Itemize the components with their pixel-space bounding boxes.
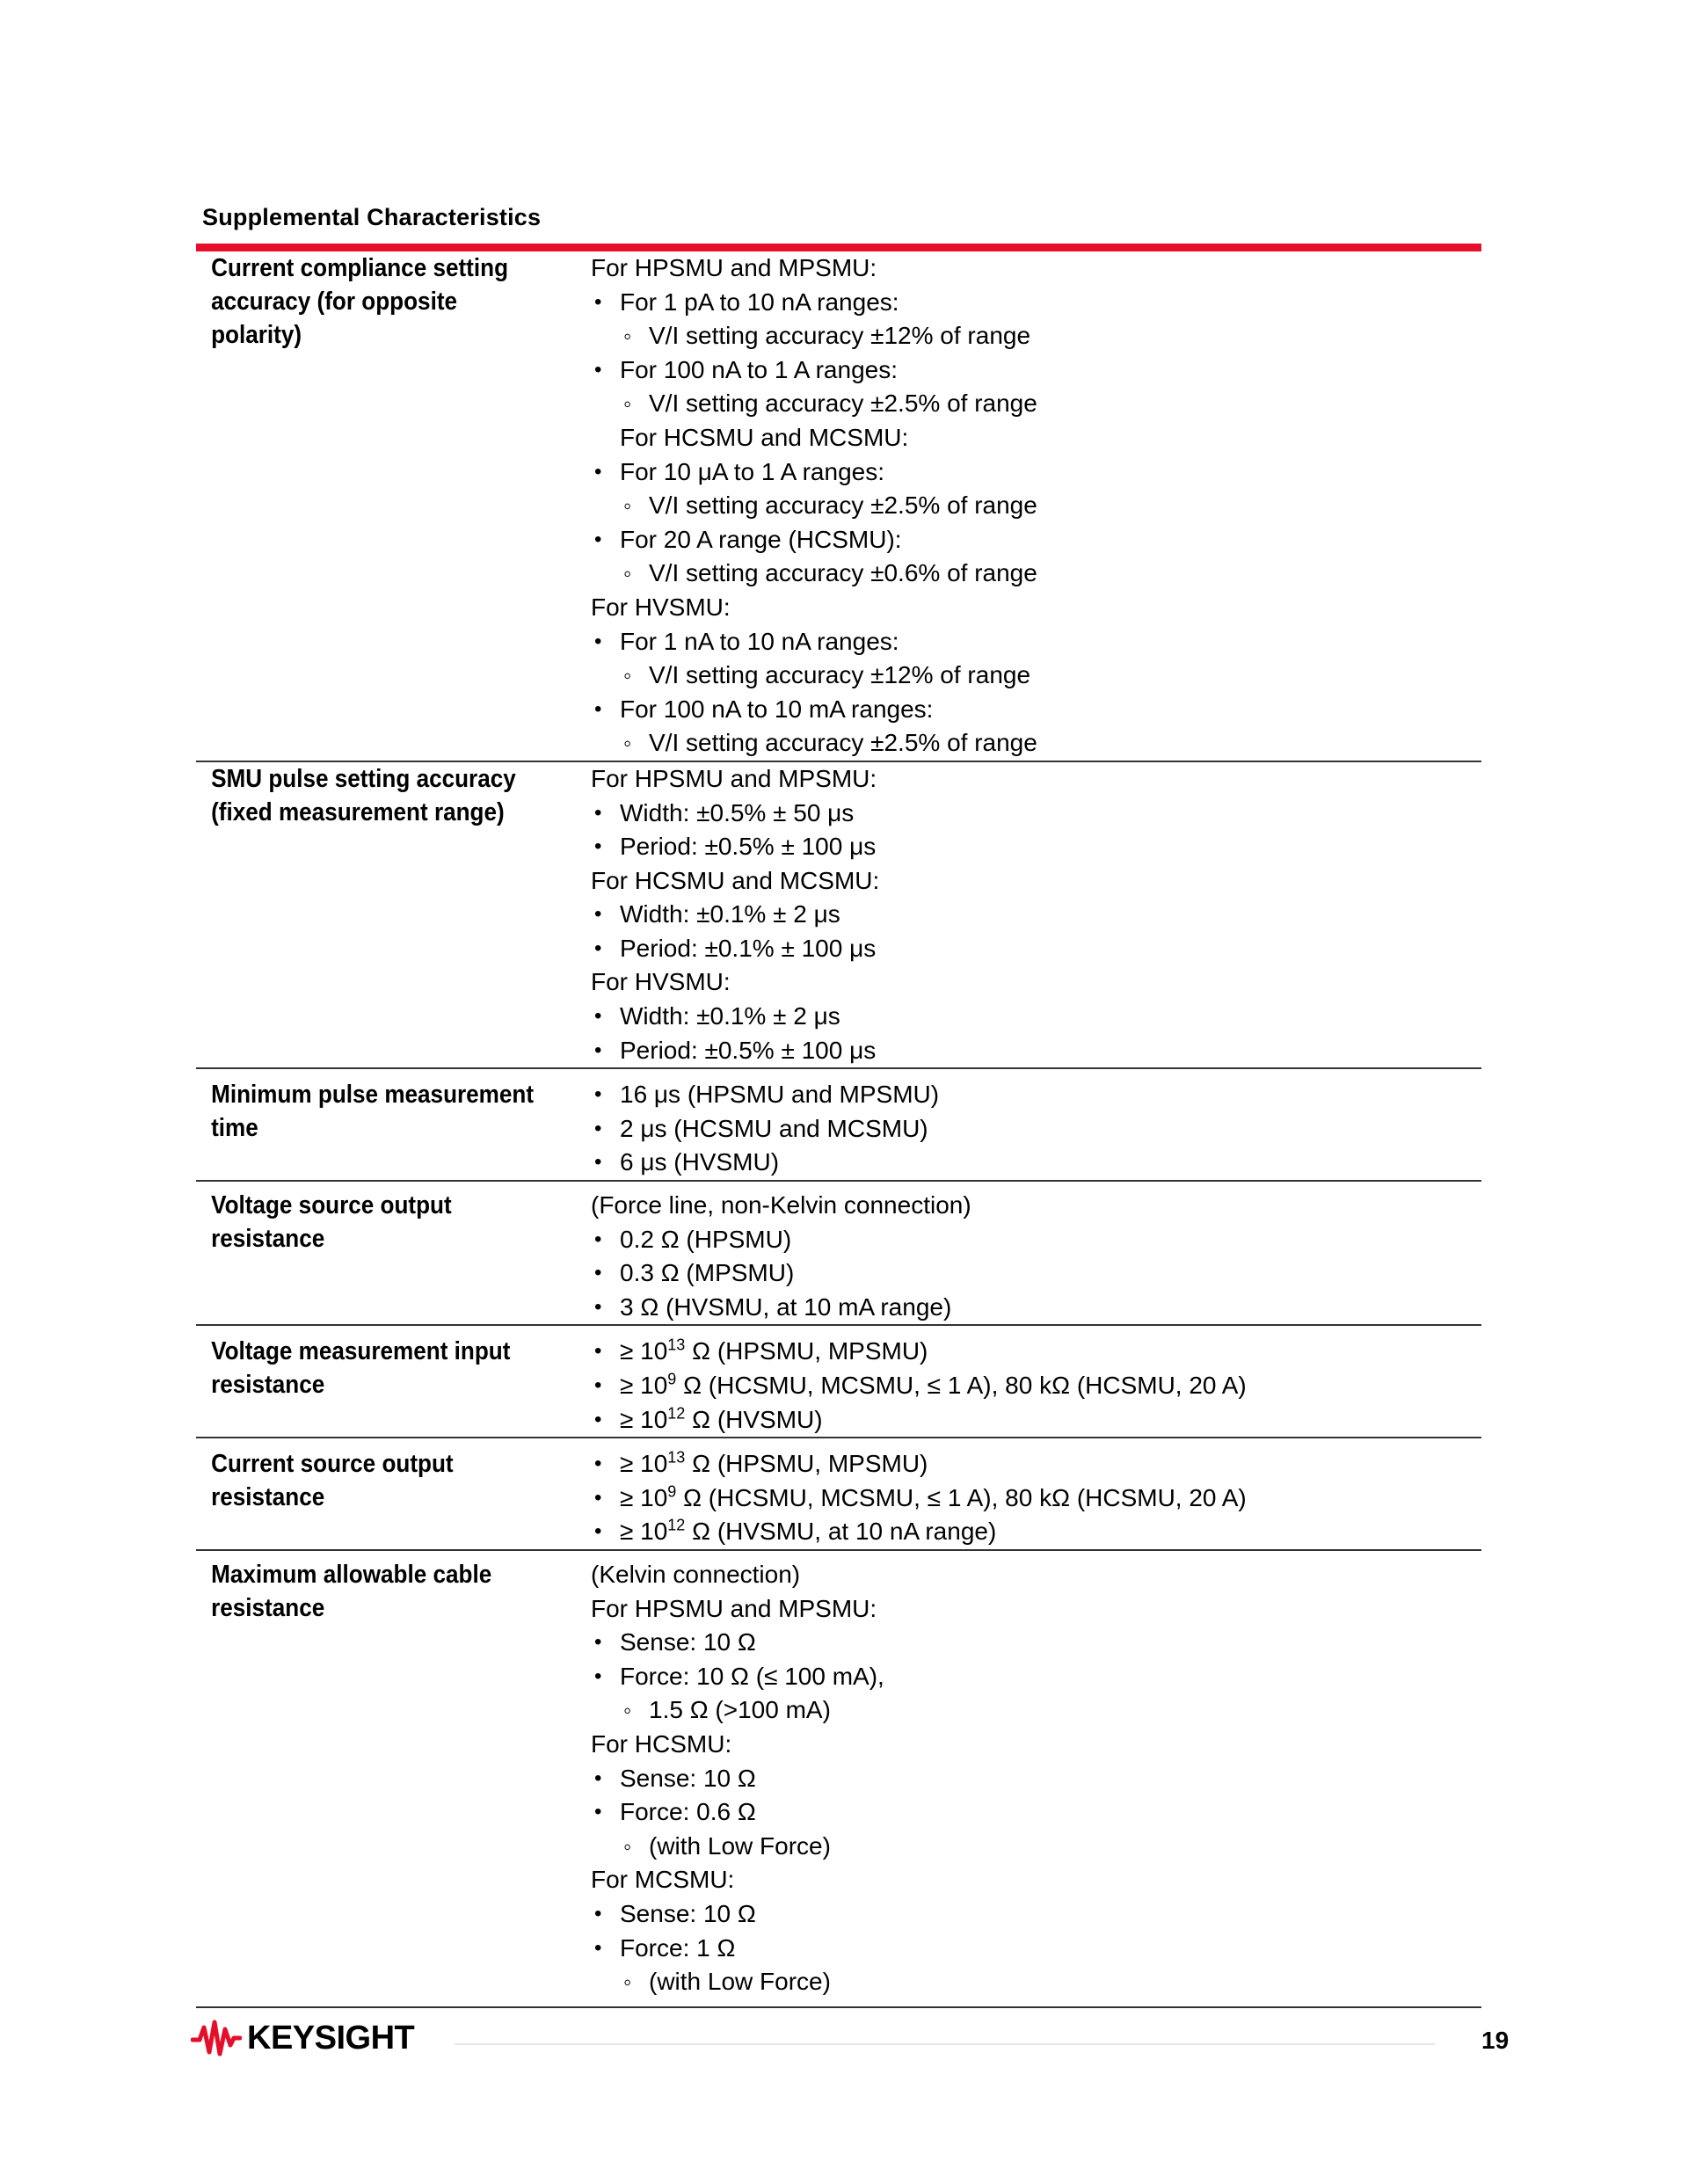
header-rule <box>196 244 1481 251</box>
bullet-item: • 0.2 Ω (HPSMU) <box>591 1223 1481 1257</box>
bullet-item: • Width: ±0.1% ± 2 μs <box>591 1000 1481 1034</box>
value-line: For HVSMU: <box>591 593 731 621</box>
sub-bullet-item: ◦ V/I setting accuracy ±0.6% of range <box>591 557 1481 591</box>
value-text: ≥ 10 <box>620 1450 668 1478</box>
bullet-item <box>591 1403 1481 1438</box>
spec-row <box>196 251 1481 762</box>
value-line: For HCSMU and MCSMU: <box>591 866 880 894</box>
exponent: 12 <box>667 1404 686 1423</box>
bullet-item: • For 10 μA to 1 A ranges: <box>591 455 1481 490</box>
bullet-item: • Period: ±0.1% ± 100 μs <box>591 932 1481 966</box>
bullet-item: • Width: ±0.1% ± 2 μs <box>591 898 1481 932</box>
value-line: For HCSMU: <box>591 1729 732 1758</box>
bullet-item <box>591 1515 1481 1549</box>
sub-bullet-item: ◦ 1.5 Ω (>100 mA) <box>591 1693 1481 1728</box>
value-line: For HCSMU and MCSMU: <box>620 423 909 451</box>
footer-rule <box>455 2043 1435 2045</box>
bullet-item: • For 1 pA to 10 nA ranges: <box>591 286 1481 320</box>
sub-bullet-item: ◦ V/I setting accuracy ±12% of range <box>591 659 1481 693</box>
exponent: 9 <box>667 1482 677 1501</box>
bullet-item: • Sense: 10 Ω <box>591 1762 1481 1796</box>
bullet-item <box>591 1335 1481 1369</box>
sub-bullet-item: ◦ V/I setting accuracy ±2.5% of range <box>591 489 1481 523</box>
spec-row <box>196 1182 1481 1326</box>
bullet-item: • For 100 nA to 10 mA ranges: <box>591 693 1481 727</box>
bullet-item <box>591 1481 1481 1516</box>
value-text: ≥ 10 <box>620 1518 668 1546</box>
section-title: Supplemental Characteristics <box>202 204 542 230</box>
spec-row <box>196 1438 1481 1551</box>
value-line: (Kelvin connection) <box>591 1560 801 1588</box>
sub-bullet-item: ◦ (with Low Force) <box>591 1965 1481 1999</box>
spec-table <box>196 251 1481 2008</box>
bullet-item: • For 20 A range (HCSMU): <box>591 523 1481 557</box>
keysight-wave-icon <box>191 2019 242 2057</box>
spec-label: Current source output resistance <box>211 1450 454 1512</box>
spec-row <box>196 1551 1481 2008</box>
exponent: 12 <box>667 1517 686 1535</box>
value-text: Ω (HVSMU, at 10 nA range) <box>685 1518 997 1546</box>
spec-value <box>585 1189 1481 1324</box>
value-text: Ω (HPSMU, MPSMU) <box>685 1337 928 1365</box>
value-text: Ω (HCSMU, MCSMU, ≤ 1 A), 80 kΩ (HCSMU, 20 A) <box>676 1372 1247 1399</box>
sub-bullet-item: ◦ V/I setting accuracy ±12% of range <box>591 319 1481 353</box>
bullet-item <box>591 1447 1481 1481</box>
brand-name: KEYSIGHT <box>247 2019 415 2057</box>
bullet-item: • 6 μs (HVSMU) <box>591 1146 1481 1180</box>
bullet-item: • 0.3 Ω (MPSMU) <box>591 1256 1481 1291</box>
bullet-item: • Period: ±0.5% ± 100 μs <box>591 830 1481 864</box>
value-line: For HPSMU and MPSMU: <box>591 254 877 281</box>
value-text: ≥ 10 <box>620 1372 668 1399</box>
value-line: For HVSMU: <box>591 968 731 996</box>
sub-bullet-item: ◦ V/I setting accuracy ±2.5% of range <box>591 726 1481 761</box>
spec-label: Minimum pulse measurement time <box>211 1081 535 1143</box>
exponent: 13 <box>667 1336 686 1355</box>
exponent: 9 <box>667 1370 677 1388</box>
keysight-logo <box>191 2019 414 2057</box>
bullet-item: • Sense: 10 Ω <box>591 1626 1481 1660</box>
value-text: ≥ 10 <box>620 1405 668 1433</box>
value-text: Ω (HCSMU, MCSMU, ≤ 1 A), 80 kΩ (HCSMU, 20 A) <box>676 1483 1247 1511</box>
sub-bullet-item: ◦ V/I setting accuracy ±2.5% of range <box>591 387 1481 421</box>
value-line: For MCSMU: <box>591 1866 735 1894</box>
exponent: 13 <box>667 1448 686 1467</box>
bullet-item: • Force: 1 Ω <box>591 1932 1481 1966</box>
bullet-item: • Period: ±0.5% ± 100 μs <box>591 1034 1481 1068</box>
bullet-item: • 2 μs (HCSMU and MCSMU) <box>591 1112 1481 1147</box>
bullet-item: • For 100 nA to 1 A ranges: <box>591 353 1481 388</box>
spec-value <box>585 251 1481 761</box>
bullet-item: • 16 μs (HPSMU and MPSMU) <box>591 1078 1481 1112</box>
bullet-item: • Force: 10 Ω (≤ 100 mA), <box>591 1660 1481 1694</box>
value-text: ≥ 10 <box>620 1483 668 1511</box>
spec-label: Voltage source output resistance <box>211 1191 452 1254</box>
value-line: For HPSMU and MPSMU: <box>591 1594 877 1622</box>
spec-row <box>196 762 1481 1069</box>
bullet-item: • Width: ±0.5% ± 50 μs <box>591 797 1481 831</box>
spec-value <box>585 1447 1481 1549</box>
spec-label: Maximum allowable cable resistance <box>211 1560 492 1622</box>
spec-value <box>585 1558 1481 1999</box>
sub-bullet-item: ◦ (with Low Force) <box>591 1830 1481 1864</box>
page-number: 19 <box>1481 2027 1510 2054</box>
bullet-item: • 3 Ω (HVSMU, at 10 mA range) <box>591 1291 1481 1325</box>
value-text: ≥ 10 <box>620 1337 668 1365</box>
bullet-item: • For 1 nA to 10 nA ranges: <box>591 625 1481 659</box>
spec-value <box>585 762 1481 1067</box>
value-text: Ω (HPSMU, MPSMU) <box>685 1450 928 1478</box>
spec-value <box>585 1078 1481 1180</box>
spec-row <box>196 1069 1481 1182</box>
spec-value <box>585 1335 1481 1437</box>
spec-row <box>196 1326 1481 1438</box>
spec-label: Current compliance setting accuracy (for opposite polarity) <box>211 254 509 349</box>
spec-label: SMU pulse setting accuracy (fixed measurement range) <box>211 764 516 826</box>
bullet-item: • Force: 0.6 Ω <box>591 1795 1481 1830</box>
value-line: For HPSMU and MPSMU: <box>591 764 877 792</box>
bullet-item <box>591 1369 1481 1403</box>
spec-label: Voltage measurement input resistance <box>211 1337 511 1400</box>
value-line: (Force line, non-Kelvin connection) <box>591 1191 971 1219</box>
bullet-item: • Sense: 10 Ω <box>591 1897 1481 1932</box>
value-text: Ω (HVSMU) <box>685 1405 823 1433</box>
